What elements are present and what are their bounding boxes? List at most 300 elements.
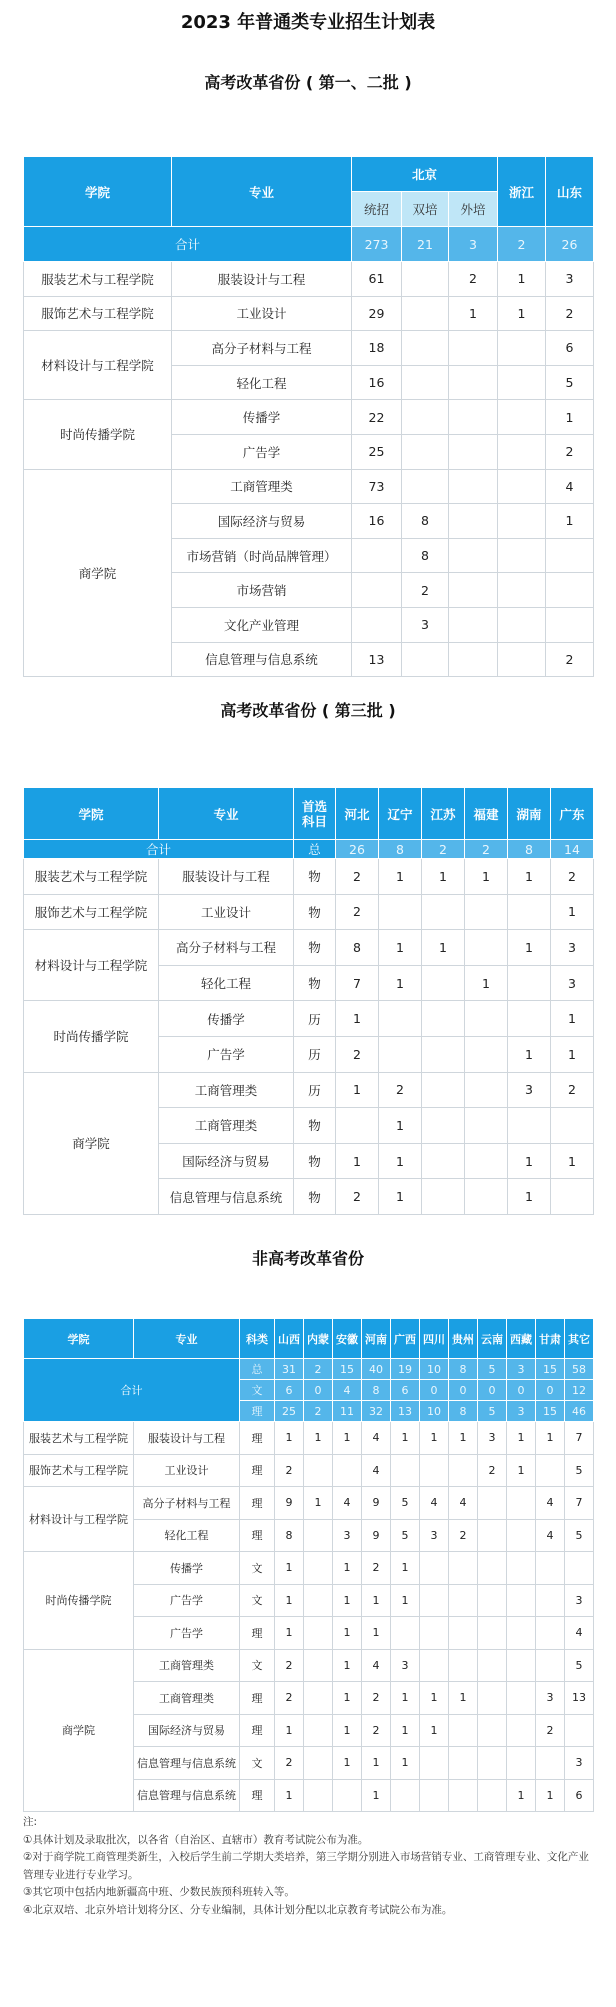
total-cell: 19 xyxy=(391,1359,420,1380)
value-cell: 3 xyxy=(508,1072,551,1108)
subject-cell: 物 xyxy=(294,894,336,930)
total-cell: 2 xyxy=(304,1401,333,1422)
major-cell: 服装设计与工程 xyxy=(159,859,294,895)
header-province: 西藏 xyxy=(507,1319,536,1359)
section2-title: 高考改革省份 ( 第三批 ) xyxy=(220,701,396,720)
kind-cell: 理 xyxy=(240,1454,275,1487)
table-row xyxy=(24,400,594,435)
header-major: 专业 xyxy=(159,788,294,840)
header-college: 学院 xyxy=(24,788,159,840)
value-cell xyxy=(507,1552,536,1585)
value-cell xyxy=(449,331,498,366)
total-cell: 273 xyxy=(352,227,402,262)
total-cell: 25 xyxy=(275,1401,304,1422)
value-cell: 1 xyxy=(336,1001,379,1037)
college-cell: 服饰艺术与工程学院 xyxy=(24,894,159,930)
value-cell: 1 xyxy=(333,1682,362,1715)
value-cell: 1 xyxy=(449,296,498,331)
total-cell: 4 xyxy=(333,1380,362,1401)
major-cell: 传播学 xyxy=(134,1552,240,1585)
header-province: 四川 xyxy=(420,1319,449,1359)
page-title: 2023 年普通类专业招生计划表 xyxy=(180,12,436,33)
header-subject: 首选 科目 xyxy=(294,788,336,840)
college-cell: 服饰艺术与工程学院 xyxy=(24,1454,134,1487)
value-cell: 1 xyxy=(362,1747,391,1780)
value-cell xyxy=(420,1779,449,1812)
major-cell: 轻化工程 xyxy=(159,965,294,1001)
subject-cell: 物 xyxy=(294,930,336,966)
kind-cell: 文 xyxy=(240,1552,275,1585)
value-cell xyxy=(422,1072,465,1108)
value-cell xyxy=(449,469,498,504)
value-cell xyxy=(391,1454,420,1487)
value-cell: 3 xyxy=(565,1747,594,1780)
subject-cell: 物 xyxy=(294,1143,336,1179)
value-cell xyxy=(507,1519,536,1552)
value-cell xyxy=(551,1108,594,1144)
value-cell xyxy=(478,1779,507,1812)
header-province: 其它 xyxy=(565,1319,594,1359)
total-cell: 46 xyxy=(565,1401,594,1422)
value-cell: 2 xyxy=(551,1072,594,1108)
value-cell xyxy=(565,1552,594,1585)
value-cell xyxy=(498,573,546,608)
table-row xyxy=(24,331,594,366)
value-cell: 1 xyxy=(379,1179,422,1215)
college-cell: 商学院 xyxy=(24,1649,134,1812)
total-cell: 12 xyxy=(565,1380,594,1401)
value-cell: 1 xyxy=(449,1422,478,1455)
value-cell: 2 xyxy=(275,1682,304,1715)
total-kind: 文 xyxy=(240,1380,275,1401)
major-cell: 工商管理类 xyxy=(134,1682,240,1715)
value-cell: 1 xyxy=(508,859,551,895)
value-cell: 2 xyxy=(478,1454,507,1487)
college-cell: 服饰艺术与工程学院 xyxy=(24,296,172,331)
value-cell xyxy=(507,1714,536,1747)
major-cell: 广告学 xyxy=(172,434,352,469)
value-cell xyxy=(478,1519,507,1552)
value-cell: 13 xyxy=(565,1682,594,1715)
major-cell: 广告学 xyxy=(134,1617,240,1650)
major-cell: 信息管理与信息系统 xyxy=(134,1747,240,1780)
value-cell xyxy=(449,434,498,469)
table-row xyxy=(24,1001,594,1037)
value-cell xyxy=(478,1649,507,1682)
total-cell: 6 xyxy=(391,1380,420,1401)
kind-cell: 文 xyxy=(240,1747,275,1780)
total-cell: 31 xyxy=(275,1359,304,1380)
value-cell xyxy=(304,1552,333,1585)
value-cell xyxy=(402,469,449,504)
value-cell xyxy=(498,469,546,504)
note-item: ③其它项中包括内地新疆高中班、少数民族预科班转入等。 xyxy=(23,1886,295,1898)
value-cell xyxy=(536,1552,565,1585)
table-row xyxy=(24,1552,594,1585)
header-province: 河北 xyxy=(336,788,379,840)
major-cell: 轻化工程 xyxy=(172,365,352,400)
value-cell xyxy=(422,1143,465,1179)
value-cell xyxy=(422,965,465,1001)
value-cell: 16 xyxy=(352,504,402,539)
total-cell: 8 xyxy=(362,1380,391,1401)
kind-cell: 文 xyxy=(240,1649,275,1682)
value-cell: 4 xyxy=(362,1422,391,1455)
value-cell xyxy=(498,642,546,677)
total-row xyxy=(24,227,594,262)
value-cell: 1 xyxy=(551,1143,594,1179)
value-cell: 1 xyxy=(333,1552,362,1585)
value-cell: 1 xyxy=(498,296,546,331)
value-cell: 1 xyxy=(275,1552,304,1585)
total-cell: 8 xyxy=(508,840,551,859)
kind-cell: 文 xyxy=(240,1584,275,1617)
value-cell: 2 xyxy=(336,859,379,895)
subject-cell: 物 xyxy=(294,859,336,895)
value-cell xyxy=(422,894,465,930)
value-cell xyxy=(304,1747,333,1780)
total-cell: 15 xyxy=(536,1401,565,1422)
section1-title: 高考改革省份 ( 第一、二批 ) xyxy=(204,73,412,92)
value-cell: 2 xyxy=(336,1179,379,1215)
header-beijing: 北京 xyxy=(352,157,498,192)
value-cell xyxy=(449,400,498,435)
value-cell: 1 xyxy=(336,1072,379,1108)
value-cell xyxy=(546,607,594,642)
major-cell: 高分子材料与工程 xyxy=(134,1487,240,1520)
college-cell: 时尚传播学院 xyxy=(24,1552,134,1650)
major-cell: 工业设计 xyxy=(159,894,294,930)
header-province: 贵州 xyxy=(449,1319,478,1359)
major-cell: 信息管理与信息系统 xyxy=(134,1779,240,1812)
header-beijing-sub: 双培 xyxy=(402,192,449,227)
value-cell xyxy=(379,1001,422,1037)
header-college: 学院 xyxy=(24,1319,134,1359)
value-cell: 4 xyxy=(536,1487,565,1520)
value-cell: 1 xyxy=(391,1714,420,1747)
value-cell xyxy=(304,1682,333,1715)
value-cell xyxy=(402,365,449,400)
total-cell: 21 xyxy=(402,227,449,262)
major-cell: 工业设计 xyxy=(172,296,352,331)
value-cell: 4 xyxy=(333,1487,362,1520)
value-cell xyxy=(536,1454,565,1487)
total-cell: 3 xyxy=(507,1401,536,1422)
value-cell: 6 xyxy=(565,1779,594,1812)
value-cell xyxy=(546,538,594,573)
value-cell xyxy=(402,331,449,366)
total-cell: 0 xyxy=(449,1380,478,1401)
value-cell xyxy=(379,894,422,930)
kind-cell: 理 xyxy=(240,1617,275,1650)
value-cell: 1 xyxy=(304,1422,333,1455)
subject-cell: 历 xyxy=(294,1001,336,1037)
total-cell: 8 xyxy=(379,840,422,859)
value-cell: 1 xyxy=(275,1422,304,1455)
major-cell: 服装设计与工程 xyxy=(134,1422,240,1455)
total-cell: 2 xyxy=(422,840,465,859)
value-cell xyxy=(498,538,546,573)
value-cell xyxy=(391,1779,420,1812)
value-cell: 1 xyxy=(379,965,422,1001)
value-cell: 2 xyxy=(449,1519,478,1552)
value-cell: 2 xyxy=(546,296,594,331)
header-province: 江苏 xyxy=(422,788,465,840)
total-row xyxy=(24,840,594,859)
value-cell: 1 xyxy=(333,1584,362,1617)
total-cell: 15 xyxy=(333,1359,362,1380)
value-cell: 2 xyxy=(536,1714,565,1747)
value-cell xyxy=(546,573,594,608)
value-cell xyxy=(402,296,449,331)
value-cell: 1 xyxy=(391,1682,420,1715)
college-cell: 材料设计与工程学院 xyxy=(24,930,159,1001)
table-row xyxy=(24,1072,594,1108)
value-cell xyxy=(420,1747,449,1780)
value-cell xyxy=(498,400,546,435)
value-cell xyxy=(304,1779,333,1812)
college-cell: 时尚传播学院 xyxy=(24,400,172,469)
value-cell: 8 xyxy=(275,1519,304,1552)
value-cell xyxy=(449,538,498,573)
note-item: ②对于商学院工商管理类新生，入校后学生前二学期大类培养，第三学期分别进入市场营销专业、工商管理专业、文化产业管理专业进行专业学习。 xyxy=(23,1851,589,1881)
major-cell: 高分子材料与工程 xyxy=(159,930,294,966)
value-cell xyxy=(422,1108,465,1144)
value-cell xyxy=(507,1617,536,1650)
value-cell: 2 xyxy=(402,573,449,608)
major-cell: 市场营销（时尚品牌管理） xyxy=(172,538,352,573)
total-cell: 0 xyxy=(507,1380,536,1401)
value-cell: 2 xyxy=(449,262,498,297)
value-cell: 1 xyxy=(465,965,508,1001)
value-cell: 3 xyxy=(565,1584,594,1617)
college-cell: 时尚传播学院 xyxy=(24,1001,159,1072)
kind-cell: 理 xyxy=(240,1487,275,1520)
value-cell: 1 xyxy=(333,1617,362,1650)
total-cell: 8 xyxy=(449,1401,478,1422)
value-cell xyxy=(465,1179,508,1215)
value-cell xyxy=(449,1649,478,1682)
kind-cell: 理 xyxy=(240,1519,275,1552)
value-cell xyxy=(465,1036,508,1072)
value-cell xyxy=(379,1036,422,1072)
value-cell xyxy=(402,642,449,677)
value-cell xyxy=(420,1584,449,1617)
header-beijing-sub: 统招 xyxy=(352,192,402,227)
value-cell: 3 xyxy=(546,262,594,297)
value-cell xyxy=(465,1108,508,1144)
total-cell: 15 xyxy=(536,1359,565,1380)
table-row xyxy=(24,469,594,504)
header-province: 安徽 xyxy=(333,1319,362,1359)
value-cell xyxy=(508,1108,551,1144)
header-province: 云南 xyxy=(478,1319,507,1359)
value-cell xyxy=(449,1714,478,1747)
college-cell: 商学院 xyxy=(24,469,172,677)
value-cell: 73 xyxy=(352,469,402,504)
value-cell: 1 xyxy=(508,1143,551,1179)
subject-cell: 物 xyxy=(294,1179,336,1215)
header-province: 内蒙 xyxy=(304,1319,333,1359)
value-cell: 2 xyxy=(379,1072,422,1108)
header-province: 湖南 xyxy=(508,788,551,840)
value-cell: 1 xyxy=(420,1682,449,1715)
major-cell: 工商管理类 xyxy=(172,469,352,504)
value-cell: 1 xyxy=(336,1143,379,1179)
value-cell: 1 xyxy=(379,859,422,895)
value-cell: 2 xyxy=(336,894,379,930)
value-cell xyxy=(507,1649,536,1682)
value-cell: 2 xyxy=(336,1036,379,1072)
value-cell: 1 xyxy=(391,1747,420,1780)
value-cell: 1 xyxy=(275,1617,304,1650)
value-cell: 1 xyxy=(551,1036,594,1072)
header-province: 福建 xyxy=(465,788,508,840)
header-province: 广东 xyxy=(551,788,594,840)
subject-cell: 历 xyxy=(294,1072,336,1108)
value-cell xyxy=(478,1747,507,1780)
kind-cell: 理 xyxy=(240,1682,275,1715)
major-cell: 轻化工程 xyxy=(134,1519,240,1552)
value-cell xyxy=(498,331,546,366)
value-cell: 5 xyxy=(565,1454,594,1487)
value-cell xyxy=(478,1682,507,1715)
value-cell xyxy=(304,1714,333,1747)
value-cell: 4 xyxy=(420,1487,449,1520)
value-cell: 1 xyxy=(362,1584,391,1617)
value-cell: 1 xyxy=(362,1779,391,1812)
total-cell: 11 xyxy=(333,1401,362,1422)
value-cell xyxy=(565,1714,594,1747)
major-cell: 信息管理与信息系统 xyxy=(159,1179,294,1215)
note-item: ④北京双培、北京外培计划将分区、分专业编制，具体计划分配以北京教育考试院公布为准。 xyxy=(23,1903,453,1916)
major-cell: 文化产业管理 xyxy=(172,607,352,642)
total-kind: 总 xyxy=(240,1359,275,1380)
table-row xyxy=(24,1487,594,1520)
table-row xyxy=(24,859,594,895)
total-cell: 26 xyxy=(546,227,594,262)
value-cell: 5 xyxy=(391,1487,420,1520)
value-cell xyxy=(507,1487,536,1520)
total-label: 合计 xyxy=(24,840,294,859)
value-cell xyxy=(402,262,449,297)
value-cell xyxy=(508,1001,551,1037)
value-cell: 3 xyxy=(536,1682,565,1715)
value-cell xyxy=(498,434,546,469)
value-cell: 1 xyxy=(362,1617,391,1650)
value-cell: 8 xyxy=(402,538,449,573)
value-cell: 1 xyxy=(333,1747,362,1780)
table-reform-batch-3 xyxy=(23,787,594,1215)
value-cell: 1 xyxy=(536,1779,565,1812)
college-cell: 服装艺术与工程学院 xyxy=(24,262,172,297)
value-cell: 1 xyxy=(422,930,465,966)
value-cell: 1 xyxy=(546,504,594,539)
header-kind: 科类 xyxy=(240,1319,275,1359)
value-cell: 16 xyxy=(352,365,402,400)
value-cell: 1 xyxy=(391,1422,420,1455)
value-cell xyxy=(508,965,551,1001)
value-cell xyxy=(478,1617,507,1650)
value-cell: 1 xyxy=(465,859,508,895)
major-cell: 广告学 xyxy=(159,1036,294,1072)
value-cell xyxy=(449,1747,478,1780)
value-cell xyxy=(420,1617,449,1650)
value-cell xyxy=(536,1747,565,1780)
major-cell: 高分子材料与工程 xyxy=(172,331,352,366)
total-row xyxy=(24,1359,594,1380)
value-cell xyxy=(402,400,449,435)
value-cell: 22 xyxy=(352,400,402,435)
header-province: 河南 xyxy=(362,1319,391,1359)
total-cell: 40 xyxy=(362,1359,391,1380)
value-cell: 1 xyxy=(536,1422,565,1455)
value-cell xyxy=(478,1584,507,1617)
total-kind: 理 xyxy=(240,1401,275,1422)
total-cell: 5 xyxy=(478,1401,507,1422)
major-cell: 工商管理类 xyxy=(159,1072,294,1108)
value-cell: 29 xyxy=(352,296,402,331)
subject-cell: 历 xyxy=(294,1036,336,1072)
table-row xyxy=(24,1454,594,1487)
major-cell: 国际经济与贸易 xyxy=(134,1714,240,1747)
value-cell: 3 xyxy=(420,1519,449,1552)
value-cell: 2 xyxy=(362,1552,391,1585)
value-cell: 9 xyxy=(362,1487,391,1520)
subject-cell: 物 xyxy=(294,1108,336,1144)
value-cell xyxy=(420,1649,449,1682)
value-cell xyxy=(352,607,402,642)
total-cell: 0 xyxy=(478,1380,507,1401)
value-cell xyxy=(422,1001,465,1037)
value-cell: 1 xyxy=(507,1422,536,1455)
value-cell xyxy=(508,894,551,930)
value-cell: 1 xyxy=(508,1036,551,1072)
value-cell: 8 xyxy=(402,504,449,539)
notes xyxy=(23,1814,598,1919)
value-cell: 3 xyxy=(391,1649,420,1682)
table-row xyxy=(24,1422,594,1455)
value-cell xyxy=(465,1143,508,1179)
section3-title: 非高考改革省份 xyxy=(251,1249,364,1268)
value-cell xyxy=(478,1552,507,1585)
major-cell: 国际经济与贸易 xyxy=(159,1143,294,1179)
total-label: 合计 xyxy=(24,227,352,262)
value-cell xyxy=(449,607,498,642)
value-cell: 3 xyxy=(551,965,594,1001)
total-label: 合计 xyxy=(24,1359,240,1422)
value-cell: 2 xyxy=(362,1682,391,1715)
value-cell: 1 xyxy=(508,930,551,966)
value-cell xyxy=(465,1001,508,1037)
major-cell: 国际经济与贸易 xyxy=(172,504,352,539)
college-cell: 服装艺术与工程学院 xyxy=(24,1422,134,1455)
value-cell xyxy=(498,365,546,400)
value-cell: 1 xyxy=(379,1108,422,1144)
total-cell: 32 xyxy=(362,1401,391,1422)
value-cell: 25 xyxy=(352,434,402,469)
total-cell: 10 xyxy=(420,1401,449,1422)
value-cell xyxy=(507,1747,536,1780)
subject-cell: 物 xyxy=(294,965,336,1001)
header-province: 广西 xyxy=(391,1319,420,1359)
value-cell xyxy=(507,1682,536,1715)
value-cell xyxy=(449,573,498,608)
value-cell: 1 xyxy=(498,262,546,297)
value-cell: 1 xyxy=(391,1584,420,1617)
value-cell xyxy=(304,1454,333,1487)
table-row xyxy=(24,894,594,930)
